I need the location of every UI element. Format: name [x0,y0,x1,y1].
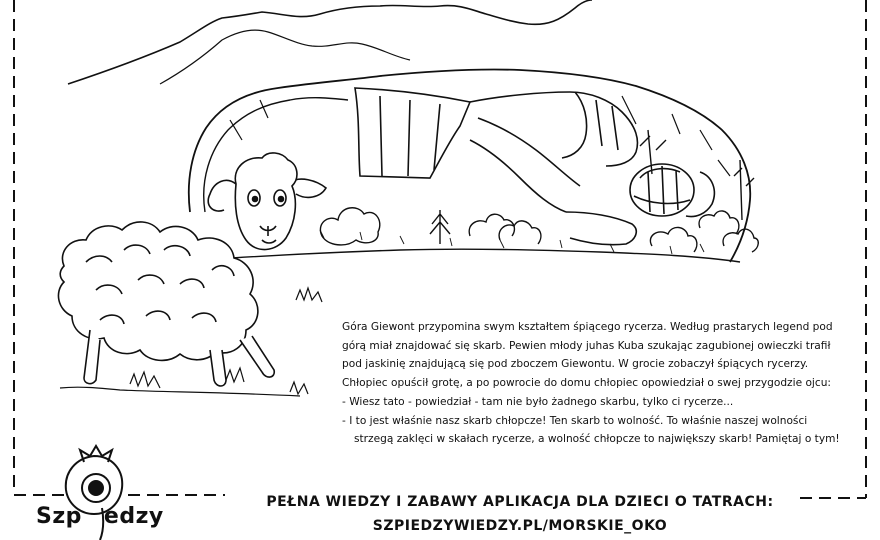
szpiedzy-logo [30,452,180,540]
story-line: strzegą zaklęci w skałach rycerze, a wolność chłopcze to największy skarb! Pamiętaj o tym! [354,433,840,446]
logo-wordmark [36,504,164,529]
footer-promo [230,490,810,538]
story-line: pod jaskinię znajdującą się pod zboczem Giewontu. W grocie zobaczył śpiących rycerzy. [342,358,809,371]
sheep [58,153,326,386]
mountain-ridge [68,0,592,84]
story-line: - I to jest właśnie nasz skarb chłopcze! Ten skarb to wolność. To właśnie naszej wolności [342,414,808,427]
story-line: górą miał znajdować się skarb. Pewien młody juhas Kuba szukając zagubionej owieczki trafił [342,339,831,352]
footer-headline: PEŁNA WIEDZY I ZABAWY APLIKACJA DLA DZIECI O TATRACH: [266,494,774,510]
footer-link[interactable]: SZPIEDZYWIEDZY.PL/MORSKIE_OKO [372,518,668,534]
story-line: - Wiesz tato - powiedział - tam nie było żadnego skarbu, tylko ci rycerze... [342,395,734,408]
sleeping-knight [355,88,714,245]
logo-text-left: Szp [36,504,82,529]
story-line: Góra Giewont przypomina swym kształtem śpiącego rycerza. Według prastarych legend pod [342,321,833,333]
mountain-ridge-inner [160,30,410,84]
legend-story-text [342,318,842,449]
cave-ground [232,249,740,262]
cave-bushes [320,130,758,252]
logo-text-right: edzy [103,504,164,529]
story-line: Chłopiec opuścił grotę, a po powrocie do domu chłopiec opowiedział o swej przygodzie ojcu: [342,377,831,390]
